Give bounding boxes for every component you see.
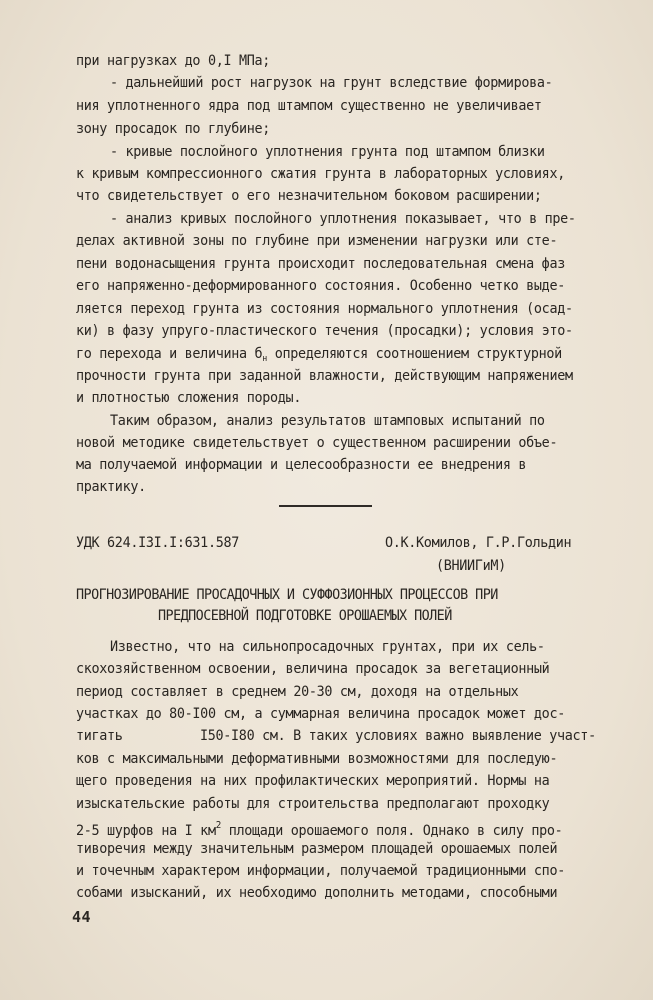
text-line: ков с максимальными деформативными возможностями для последую- [76, 750, 558, 767]
text-line: - кривые послойного уплотнения грунта под штампом близки [110, 143, 545, 160]
text-fragment: площади орошаемого поля. Однако в силу про- [220, 822, 563, 839]
text-line: и точечным характером информации, получаемой традиционными спо- [76, 862, 565, 879]
text-line: и плотностью сложения породы. [76, 389, 302, 406]
affiliation: (ВНИИГиМ) [436, 557, 506, 574]
text-line: щего проведения на них профилактических мероприятий. Нормы на [76, 772, 550, 789]
text-line: собами изысканий, их необходимо дополнить методами, способными [76, 884, 558, 901]
text-line: ки) в фазу упруго-пластического течения (просадки); условия это- [76, 322, 573, 339]
text-line: ния уплотненного ядра под штампом существенно не увеличивает [76, 97, 542, 114]
text-line: что свидетельствует о его незначительном боковом расширении; [76, 187, 542, 204]
article-title-line-1: ПРОГНОЗИРОВАНИЕ ПРОСАДОЧНЫХ И СУФФОЗИОННЫХ ПРОЦЕССОВ ПРИ [76, 586, 498, 603]
text-line: - дальнейший рост нагрузок на грунт вследствие формирова- [110, 74, 553, 91]
text-line: I50-I80 см. В таких условиях важно выявление участ- [200, 727, 596, 744]
section-divider [279, 505, 372, 507]
text-line: тиворечия между значительным размером площадей орошаемых полей [76, 840, 558, 857]
text-line: к кривым компрессионного сжатия грунта в лабораторных условиях, [76, 165, 565, 182]
text-line: ляется переход грунта из состояния нормального уплотнения (осад- [76, 300, 573, 317]
text-line: прочности грунта при заданной влажности, действующим напряжением [76, 367, 573, 384]
text-line: пени водонасыщения грунта происходит последовательная смена фаз [76, 255, 565, 272]
text-line: Таким образом, анализ результатов штамповых испытаний по [110, 412, 545, 429]
text-line [76, 817, 562, 840]
text-line: Известно, что на сильнопросадочных грунтах, при их сель- [110, 638, 545, 655]
text-line: практику. [76, 478, 146, 495]
article-title-line-2: ПРЕДПОСЕВНОЙ ПОДГОТОВКЕ ОРОШАЕМЫХ ПОЛЕЙ [158, 607, 452, 624]
text-line: ма получаемой информации и целесообразности ее внедрения в [76, 456, 527, 473]
text-line: скохозяйственном освоении, величина просадок за вегетационный [76, 660, 550, 677]
text-line: период составляет в среднем 20-30 см, доходя на отдельных [76, 683, 519, 700]
page-number: 44 [72, 908, 92, 926]
text-fragment: го перехода и величина б [76, 345, 263, 362]
text-line: участках до 80-I00 см, а суммарная величина просадок может дос- [76, 705, 565, 722]
text-line: делах активной зоны по глубине при изменении нагрузки или сте- [76, 232, 558, 249]
text-line: при нагрузках до 0,I МПа; [76, 52, 271, 69]
subscript: н [262, 354, 267, 364]
text-line: - анализ кривых послойного уплотнения показывает, что в пре- [110, 210, 576, 227]
superscript: 2 [215, 820, 221, 831]
text-line [76, 345, 562, 368]
text-line: тигать [76, 727, 123, 744]
text-fragment: 2-5 шурфов на I км [76, 822, 216, 839]
text-fragment: определяются соотношением структурной [266, 345, 562, 362]
text-line: изыскательские работы для строительства предполагают проходку [76, 795, 550, 812]
text-line: новой методике свидетельствует о существенном расширении объе- [76, 434, 558, 451]
udk-code: УДК 624.I3I.I:631.587 [76, 534, 239, 551]
text-line: зону просадок по глубине; [76, 120, 271, 137]
authors: О.К.Комилов, Г.Р.Гольдин [385, 534, 572, 551]
text-line: его напряженно-деформированного состояния. Особенно четко выде- [76, 277, 565, 294]
